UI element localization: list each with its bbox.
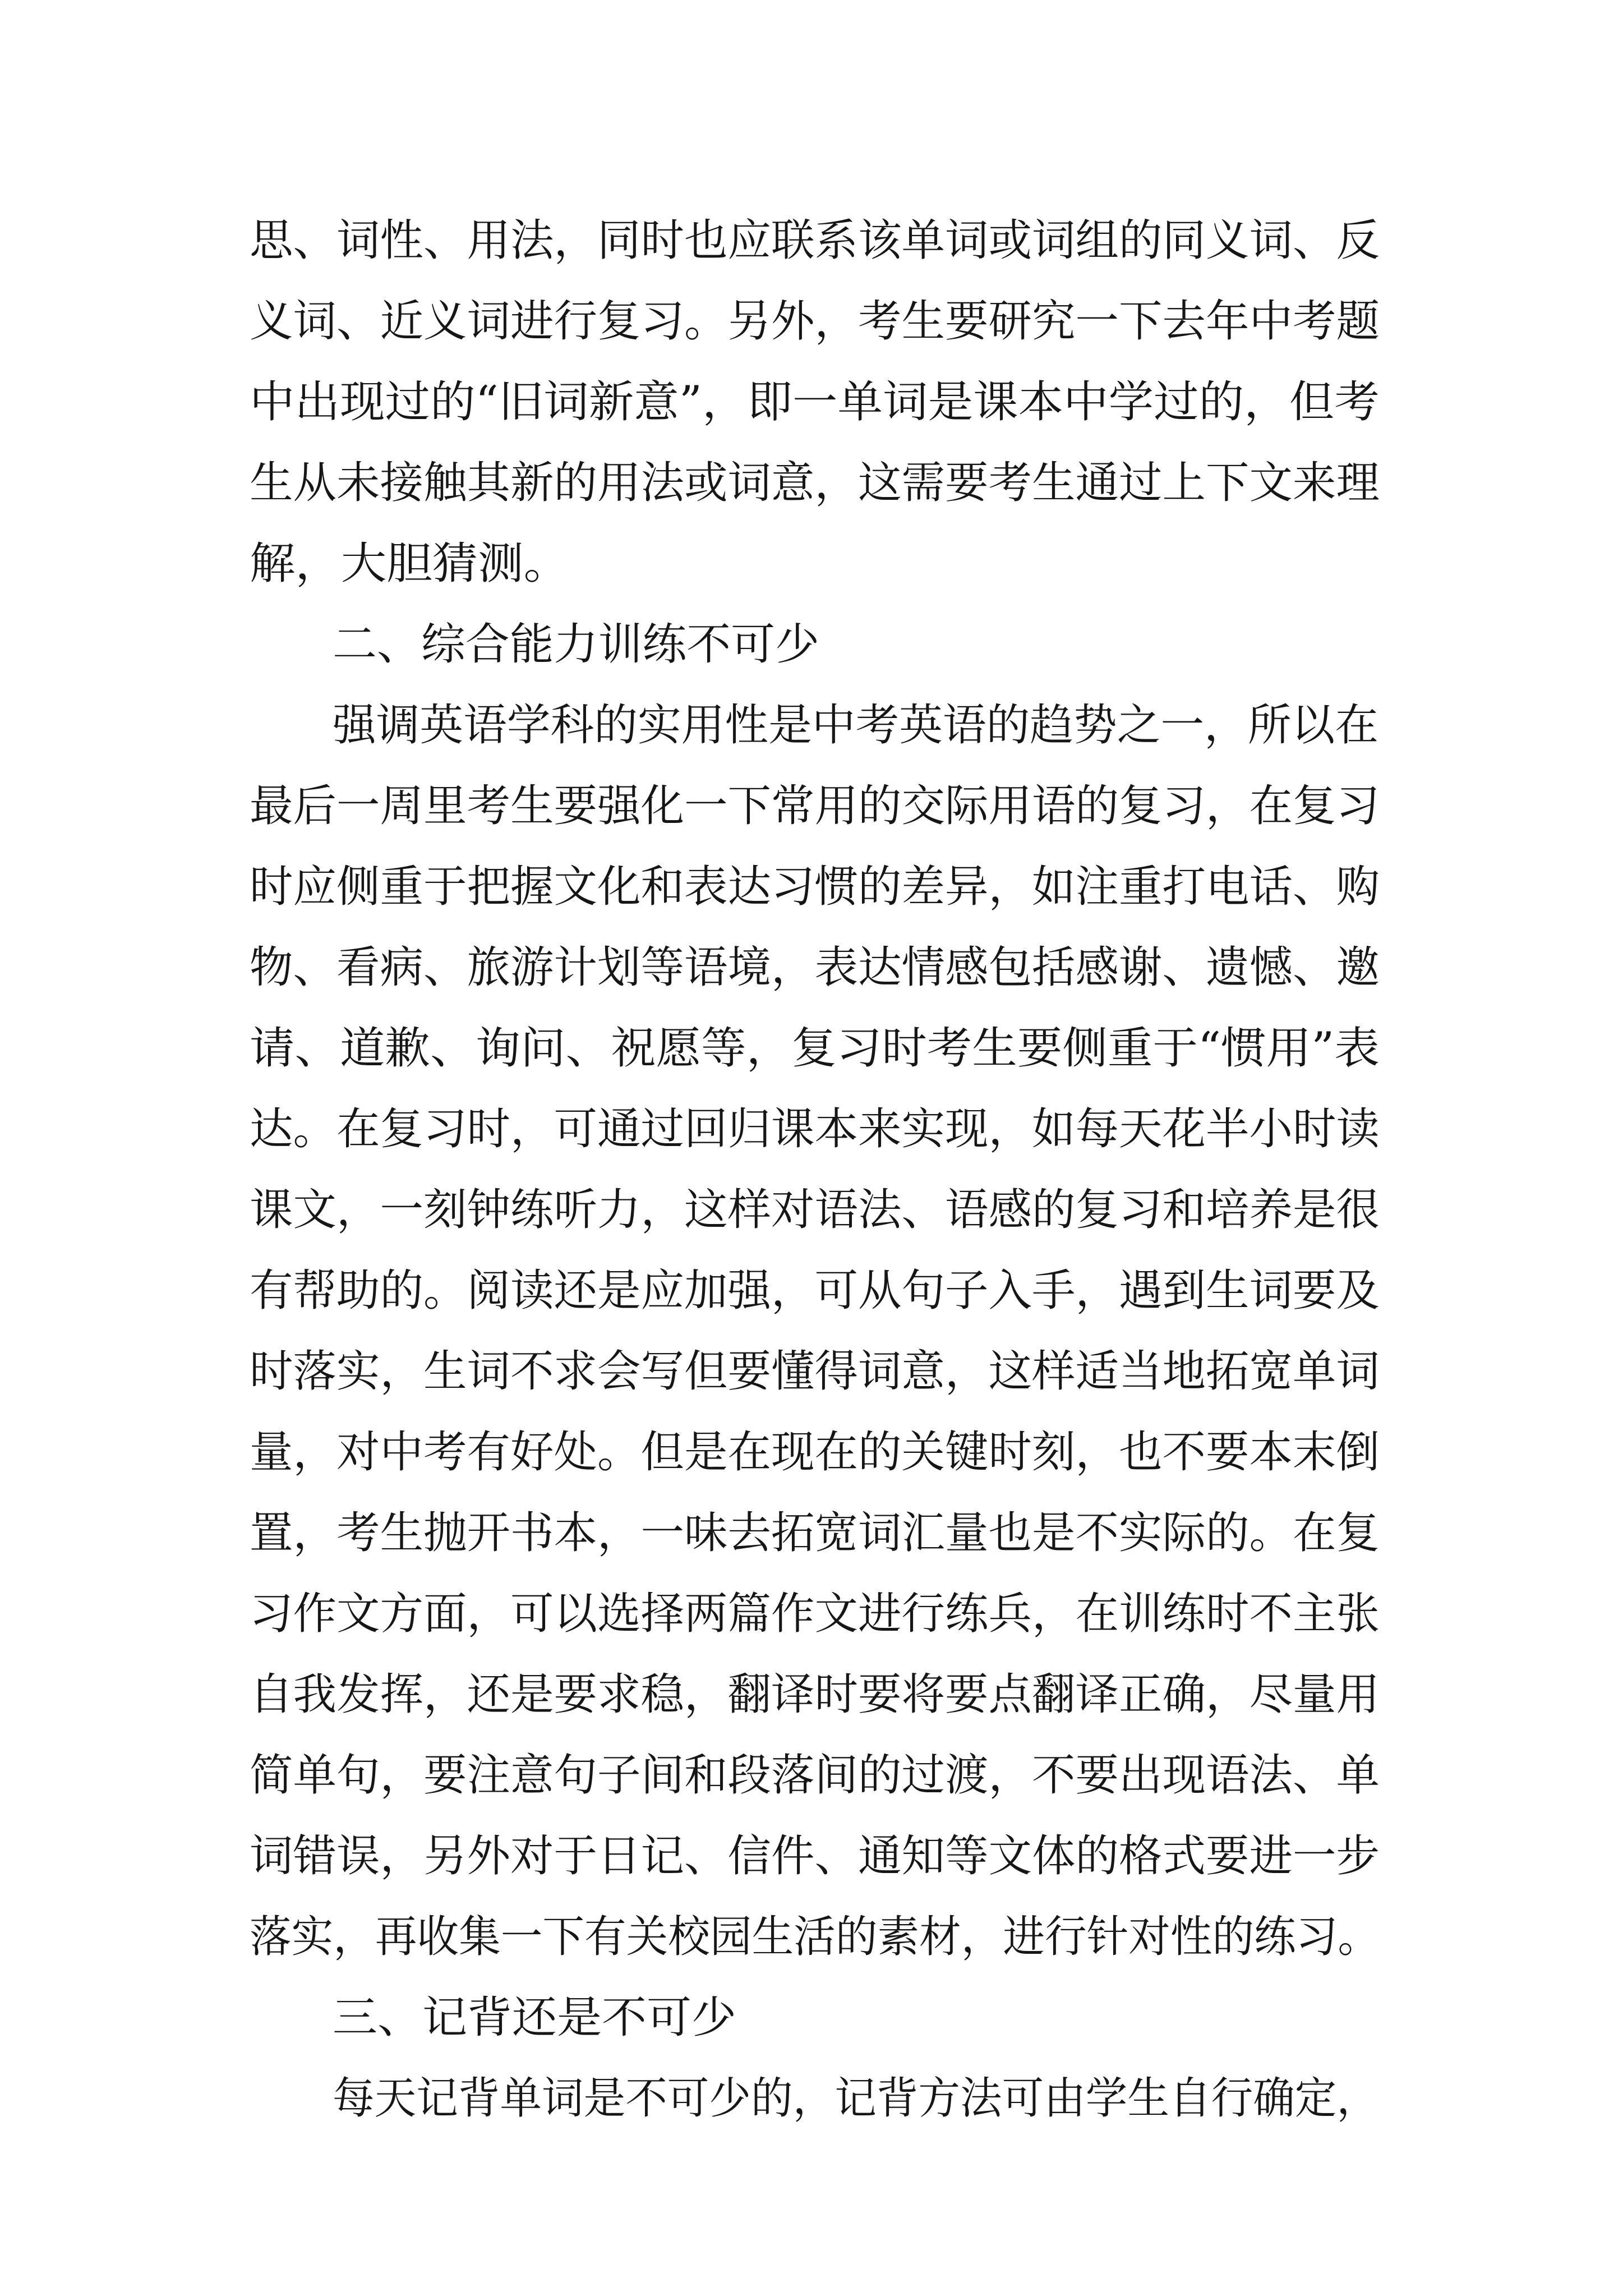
section-heading: 二、综合能力训练不可少 (333, 619, 820, 670)
section-heading: 三、记背还是不可少 (333, 1993, 737, 2043)
text-line: 自我发挥，还是要求稳，翻译时要将要点翻译正确，尽量用 (250, 1669, 1380, 1720)
text-line: 落实，再收集一下有关校园生活的素材，进行针对性的练习。 (250, 1912, 1380, 1962)
text-line: 有帮助的。阅读还是应加强，可从句子入手，遇到生词要及 (250, 1266, 1380, 1316)
text-line: 义词、近义词进行复习。另外，考生要研究一下去年中考题 (250, 296, 1380, 347)
text-line: 词错误，另外对于日记、信件、通知等文体的格式要进一步 (250, 1831, 1380, 1881)
text-line: 中出现过的“旧词新意”，即一单词是课本中学过的，但考 (250, 377, 1380, 427)
text-line: 生从未接触其新的用法或词意，这需要考生通过上下文来理 (250, 458, 1380, 508)
text-line: 解，大胆猜测。 (250, 539, 570, 589)
text-line: 思、词性、用法，同时也应联系该单词或词组的同义词、反 (250, 215, 1380, 266)
text-line: 课文，一刻钟练听力，这样对语法、语感的复习和培养是很 (250, 1185, 1380, 1235)
text-line: 习作文方面，可以选择两篇作文进行练兵，在训练时不主张 (250, 1589, 1380, 1639)
text-line: 简单句，要注意句子间和段落间的过渡，不要出现语法、单 (250, 1750, 1380, 1801)
text-line: 时应侧重于把握文化和表达习惯的差异，如注重打电话、购 (250, 862, 1380, 912)
text-line: 量，对中考有好处。但是在现在的关键时刻，也不要本末倒 (250, 1427, 1380, 1478)
text-line: 物、看病、旅游计划等语境，表达情感包括感谢、遗憾、邀 (250, 942, 1380, 993)
text-line: 时落实，生词不求会写但要懂得词意，这样适当地拓宽单词 (250, 1346, 1380, 1397)
text-line: 请、道歉、询问、祝愿等，复习时考生要侧重于“惯用”表 (250, 1023, 1380, 1074)
text-line: 最后一周里考生要强化一下常用的交际用语的复习，在复习 (250, 781, 1380, 831)
text-line: 达。在复习时，可通过回归课本来实现，如每天花半小时读 (250, 1104, 1380, 1154)
text-line: 强调英语学科的实用性是中考英语的趋势之一，所以在 (333, 700, 1379, 751)
text-line: 每天记背单词是不可少的，记背方法可由学生自行确定， (333, 2073, 1379, 2124)
text-line: 置，考生抛开书本，一味去拓宽词汇量也是不实际的。在复 (250, 1508, 1380, 1558)
